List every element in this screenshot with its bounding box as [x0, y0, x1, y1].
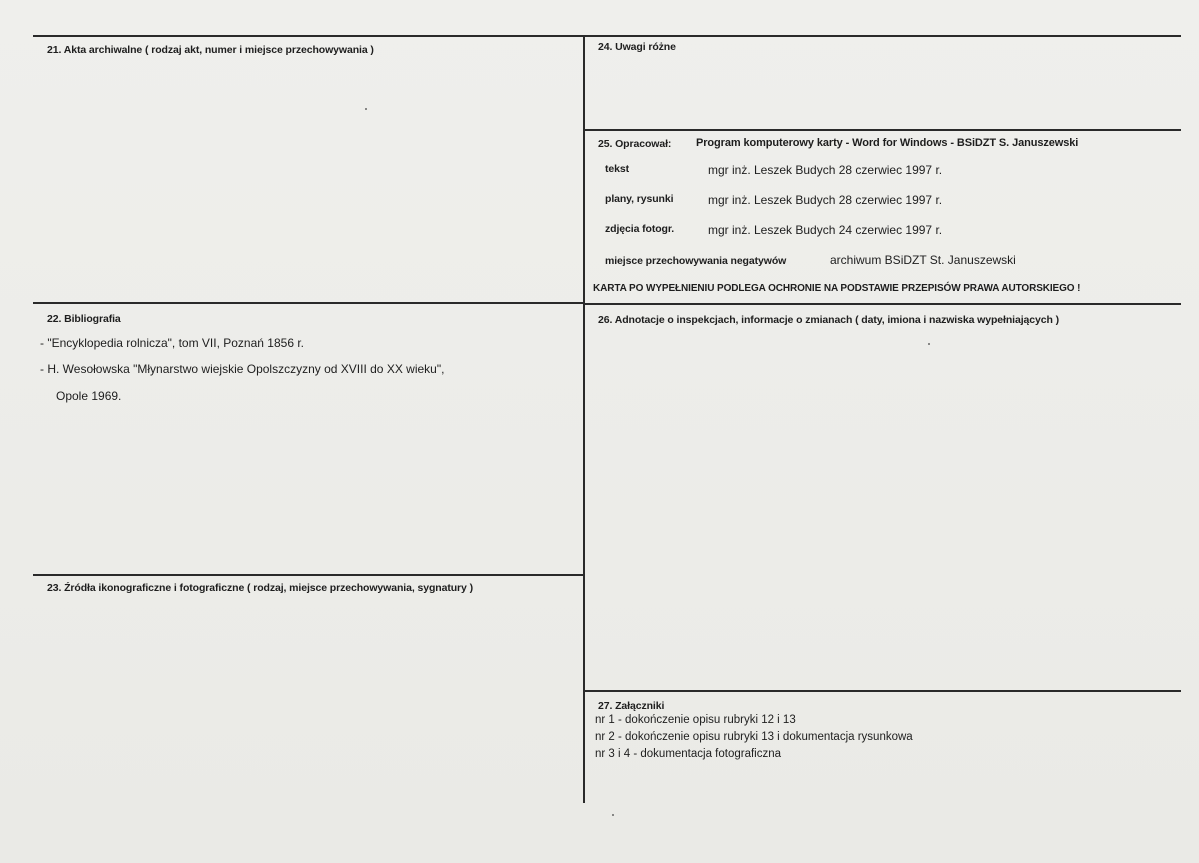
section-21-title: 21. Akta archiwalne ( rodzaj akt, numer i miejsce przechowywania ) [47, 44, 374, 56]
bibliography-line-1: - "Encyklopedia rolnicza", tom VII, Poznań 1856 r. [40, 336, 304, 350]
row-label-photos: zdjęcia fotogr. [605, 223, 675, 235]
row-label-text: tekst [605, 163, 630, 175]
program-credit: Program komputerowy karty - Word for Windows - BSiDZT S. Januszewski [696, 137, 1079, 149]
storage-label: miejsce przechowywania negatywów [605, 255, 787, 267]
section-24-title: 24. Uwagi różne [598, 41, 676, 53]
bibliography-line-3: Opole 1969. [56, 389, 122, 403]
rule-21-22 [33, 302, 584, 304]
paper-speck [365, 108, 367, 110]
row-value-plans: mgr inż. Leszek Budych 28 czerwiec 1997 r. [708, 193, 943, 207]
section-27-title: 27. Załączniki [598, 700, 665, 712]
paper-speck [612, 814, 614, 816]
rule-22-23 [33, 574, 584, 576]
section-25-label: 25. Opracował: [598, 138, 672, 150]
section-22-title: 22. Bibliografia [47, 313, 121, 325]
rule-24-25 [584, 129, 1181, 131]
row-value-photos: mgr inż. Leszek Budych 24 czerwiec 1997 r. [708, 223, 943, 237]
center-divider [583, 35, 585, 803]
storage-value: archiwum BSiDZT St. Januszewski [830, 253, 1016, 267]
row-value-text: mgr inż. Leszek Budych 28 czerwiec 1997 r. [708, 163, 943, 177]
rule-25-26 [584, 303, 1181, 305]
row-label-plans: plany, rysunki [605, 193, 674, 205]
section-23-title: 23. Źródła ikonograficzne i fotograficzne ( rodzaj, miejsce przechowywania, sygnatury ) [47, 582, 473, 594]
paper-speck [928, 343, 930, 345]
top-rule [33, 35, 1181, 37]
rule-26-27 [584, 690, 1181, 692]
bibliography-line-2: - H. Wesołowska "Młynarstwo wiejskie Opolszczyzny od XVIII do XX wieku", [40, 362, 445, 376]
section-26-title: 26. Adnotacje o inspekcjach, informacje o zmianach ( daty, imiona i nazwiska wypełniających ) [598, 314, 1060, 326]
attachment-line-2: nr 2 - dokończenie opisu rubryki 13 i dokumentacja rysunkowa [595, 731, 913, 743]
attachment-line-1: nr 1 - dokończenie opisu rubryki 12 i 13 [595, 714, 796, 726]
attachment-line-3: nr 3 i 4 - dokumentacja fotograficzna [595, 748, 782, 760]
copyright-notice: KARTA PO WYPEŁNIENIU PODLEGA OCHRONIE NA PODSTAWIE PRZEPISÓW PRAWA AUTORSKIEGO ! [593, 283, 1081, 294]
